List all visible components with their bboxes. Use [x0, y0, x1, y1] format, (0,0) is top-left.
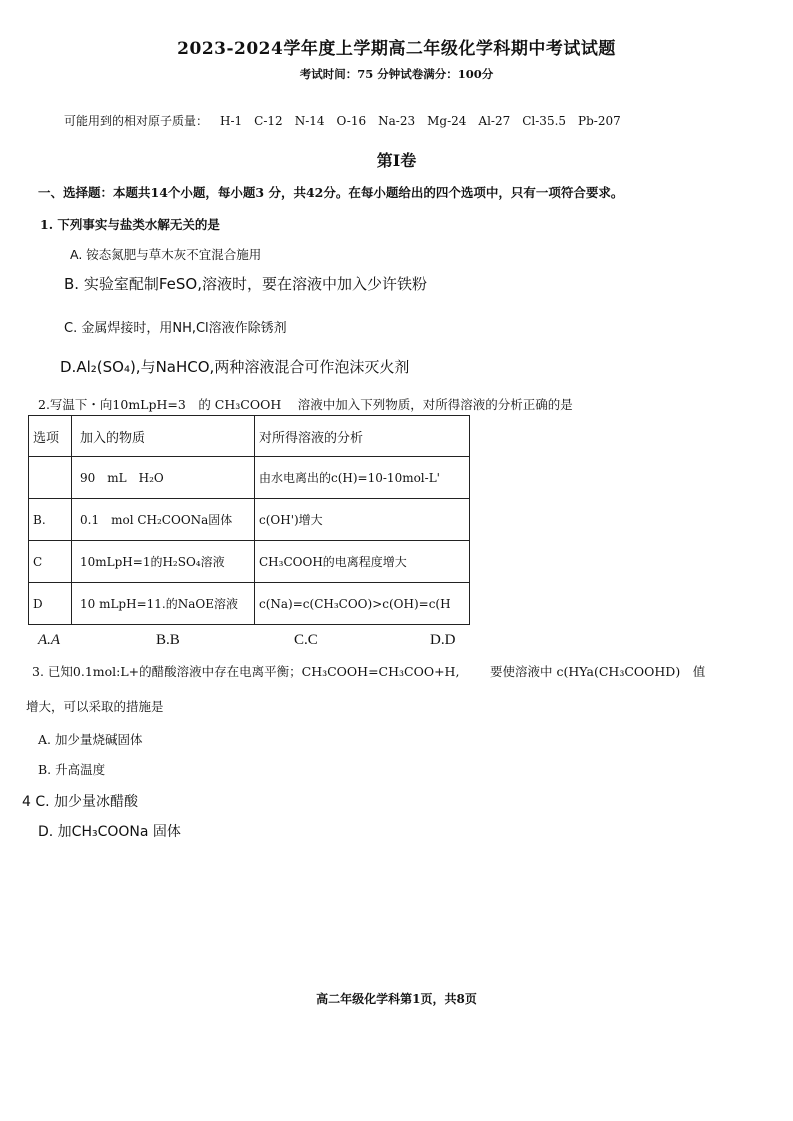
atomic-mass: Mg-24 — [427, 114, 467, 128]
section-instruction: 一、选择题：本题共14个小题，每小题3 分，共42分。在每小题给出的四个选项中，只有一项符合要求。 — [38, 185, 624, 200]
table-row — [29, 457, 470, 499]
question-2-answer-b: B.B — [156, 632, 180, 648]
atomic-mass: O-16 — [336, 114, 367, 128]
question-2-answer-c: C.C — [294, 632, 318, 648]
page-footer: 高二年级化学科第1页，共8页 — [316, 992, 477, 1006]
question-1-option-c: C. 金属焊接时，用NH,Cl溶液作除锈剂 — [64, 321, 287, 336]
table-cell: CH₃COOH的电离程度增大 — [255, 541, 470, 583]
table-cell: 90 mL H₂O — [72, 457, 255, 499]
question-1-option-d: D.Al₂(SO₄),与NaHCO,两种溶液混合可作泡沫灭火剂 — [60, 358, 410, 376]
question-3-option-b: B. 升高温度 — [38, 762, 106, 777]
table-header-row — [29, 416, 470, 457]
question-3-stem-part3: 增大，可以采取的措施是 — [26, 699, 164, 714]
table-header-cell: 对所得溶液的分析 — [255, 416, 470, 457]
table-cell: 由水电离出的c(H)=10-10mol-L' — [255, 457, 470, 499]
table-cell: c(OH')增大 — [255, 499, 470, 541]
atomic-mass: Cl-35.5 — [522, 114, 567, 128]
question-2-answer-a: A.A — [38, 632, 61, 648]
question-1-option-a: A. 铵态氮肥与草木灰不宜混合施用 — [70, 247, 262, 262]
table-cell: 0.1 mol CH₂COONa固体 — [72, 499, 255, 541]
question-3-stem-part1: 3. 已知0.1mol:L+的醋酸溶液中存在电离平衡；CH₃COOH=CH₃COO+H, — [32, 664, 460, 679]
exam-title: 2023-2024学年度上学期高二年级化学科期中考试试题 — [177, 39, 616, 59]
atomic-masses-label: 可能用到的相对原子质量： — [64, 114, 209, 128]
question-2-answer-d: D.D — [430, 632, 456, 648]
atomic-mass: Al-27 — [478, 114, 511, 128]
atomic-mass: C-12 — [254, 114, 283, 128]
question-2-stem: 2.写温下・向10mLpH=3 的 CH₃COOH 溶液中加入下列物质，对所得溶液的分析正确的是 — [38, 397, 573, 412]
table-header-cell: 加入的物质 — [72, 416, 255, 457]
question-3-stem-part2: 要使溶液中 c(HYa(CH₃COOHD) 值 — [490, 664, 706, 679]
table-header-cell: 选项 — [29, 416, 72, 457]
part-title: 第I卷 — [376, 151, 417, 170]
table-cell: B. — [29, 499, 72, 541]
table-row — [29, 541, 470, 583]
atomic-mass: N-14 — [294, 114, 325, 128]
table-cell: 10mLpH=1的H₂SO₄溶液 — [72, 541, 255, 583]
atomic-mass: Na-23 — [378, 114, 416, 128]
atomic-mass: Pb-207 — [578, 114, 621, 128]
table-cell: D — [29, 583, 72, 625]
table-cell — [29, 457, 72, 499]
table-cell: 10 mLpH=11.的NaOE溶液 — [72, 583, 255, 625]
table-row — [29, 499, 470, 541]
atomic-mass: H-1 — [220, 114, 243, 128]
question-1-option-b: B. 实验室配制FeSO,溶液时，要在溶液中加入少许铁粉 — [64, 275, 427, 293]
table-cell: c(Na)=c(CH₃COO)>c(OH)=c(H — [255, 583, 470, 625]
table-row — [29, 583, 470, 625]
question-2-table — [28, 415, 470, 625]
question-1-stem: 1. 下列事实与盐类水解无关的是 — [40, 217, 220, 232]
atomic-masses-line — [64, 112, 633, 129]
question-3-option-d: D. 加CH₃COONa 固体 — [38, 824, 181, 840]
exam-subtitle: 考试时间：75 分钟试卷满分：100分 — [299, 67, 494, 81]
question-3-option-c: 4 C. 加少量冰醋酸 — [22, 794, 139, 810]
question-3-option-a: A. 加少量烧碱固体 — [38, 732, 143, 747]
table-cell: C — [29, 541, 72, 583]
